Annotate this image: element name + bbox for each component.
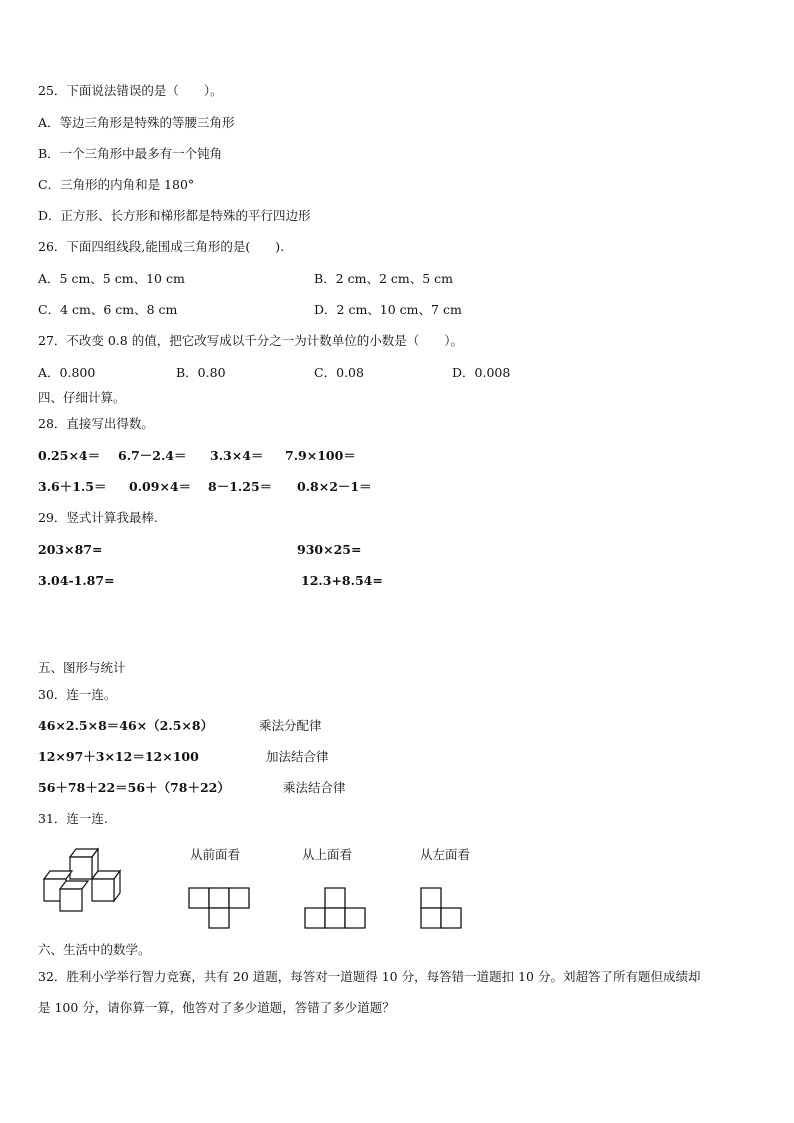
view-square [305,908,325,928]
view-square [229,888,249,908]
q28-r2-item-3: 8－1.25＝ [208,479,273,494]
q28-r2-item-2: 0.09×4＝ [129,479,192,494]
q26-option-b: B．2 cm、2 cm、5 cm [314,271,454,286]
cube-front-face [70,857,92,879]
q32-line-2: 是 100 分，请你算一算，他答对了多少道题，答错了多少道题？ [38,1000,395,1015]
q30-right-3: 乘法结合律 [283,780,346,795]
q28-stem: 28．直接写出得数。 [38,416,154,431]
q27-option-d: D．0.008 [452,365,511,380]
view-square [189,888,209,908]
q28-r2-item-4: 0.8×2－1＝ [297,479,372,494]
q31-view-front-label: 从前面看 [190,847,241,862]
q29-item-2: 930×25= [297,542,362,557]
q28-r1-item-2: 6.7－2.4＝ [118,448,187,463]
q25-option-c: C．三角形的内角和是 180° [38,177,195,192]
view-square [441,908,461,928]
q28-r1-item-3: 3.3×4＝ [210,448,264,463]
section-4-title: 四、仔细计算。 [38,390,126,405]
q27-option-c: C．0.08 [314,365,364,380]
section-5-title: 五、图形与统计 [38,660,126,675]
q25-stem: 25．下面说法错误的是（ ）。 [38,83,223,98]
view-square [209,908,229,928]
q30-left-2: 12×97＋3×12＝12×100 [38,749,199,764]
q26-option-a: A．5 cm、5 cm、10 cm [38,271,185,286]
q27-option-b: B．0.80 [176,365,226,380]
q29-stem: 29．竖式计算我最棒. [38,510,158,525]
q27-stem: 27．不改变 0.8 的值，把它改写成以千分之一为计数单位的小数是（ ）。 [38,333,463,348]
q31-view-left-label: 从左面看 [420,847,471,862]
section-6-title: 六、生活中的数学。 [38,942,151,957]
q25-option-a: A．等边三角形是特殊的等腰三角形 [38,115,235,130]
left-view-figure [420,886,466,932]
q26-stem: 26．下面四组线段,能围成三角形的是( ). [38,239,285,254]
q32-line-1: 32．胜利小学举行智力竞赛，共有 20 道题，每答对一道题得 10 分，每答错一道题扣 10 分。刘超答了所有题但成绩却 [38,969,701,984]
q25-option-b: B．一个三角形中最多有一个钝角 [38,146,223,161]
q25-option-d: D．正方形、长方形和梯形都是特殊的平行四边形 [38,208,311,223]
q29-item-3: 3.04-1.87= [38,573,115,588]
view-square [209,888,229,908]
stacked-cubes-figure [40,843,136,913]
view-square [421,888,441,908]
cube-front-face [60,889,82,911]
q30-left-3: 56＋78＋22＝56＋（78＋22） [38,780,230,795]
q31-view-top-label: 从上面看 [302,847,353,862]
q30-left-1: 46×2.5×8＝46×（2.5×8） [38,718,214,733]
top-view-figure [304,886,370,932]
view-square [325,888,345,908]
q28-r2-item-1: 3.6＋1.5＝ [38,479,107,494]
q31-stem: 31．连一连. [38,811,108,826]
q30-right-2: 加法结合律 [266,749,329,764]
q28-r1-item-4: 7.9×100＝ [285,448,356,463]
q27-option-a: A．0.800 [38,365,96,380]
view-square [421,908,441,928]
q30-right-1: 乘法分配律 [259,718,322,733]
q28-r1-item-1: 0.25×4＝ [38,448,101,463]
q29-item-1: 203×87= [38,542,103,557]
q26-option-d: D．2 cm、10 cm、7 cm [314,302,462,317]
front-view-figure [188,886,254,932]
cube-top-face [44,871,72,879]
view-square [325,908,345,928]
q30-stem: 30．连一连。 [38,687,117,702]
q26-option-c: C．4 cm、6 cm、8 cm [38,302,178,317]
view-square [345,908,365,928]
cube-front-face [92,879,114,901]
q29-item-4: 12.3+8.54= [301,573,383,588]
